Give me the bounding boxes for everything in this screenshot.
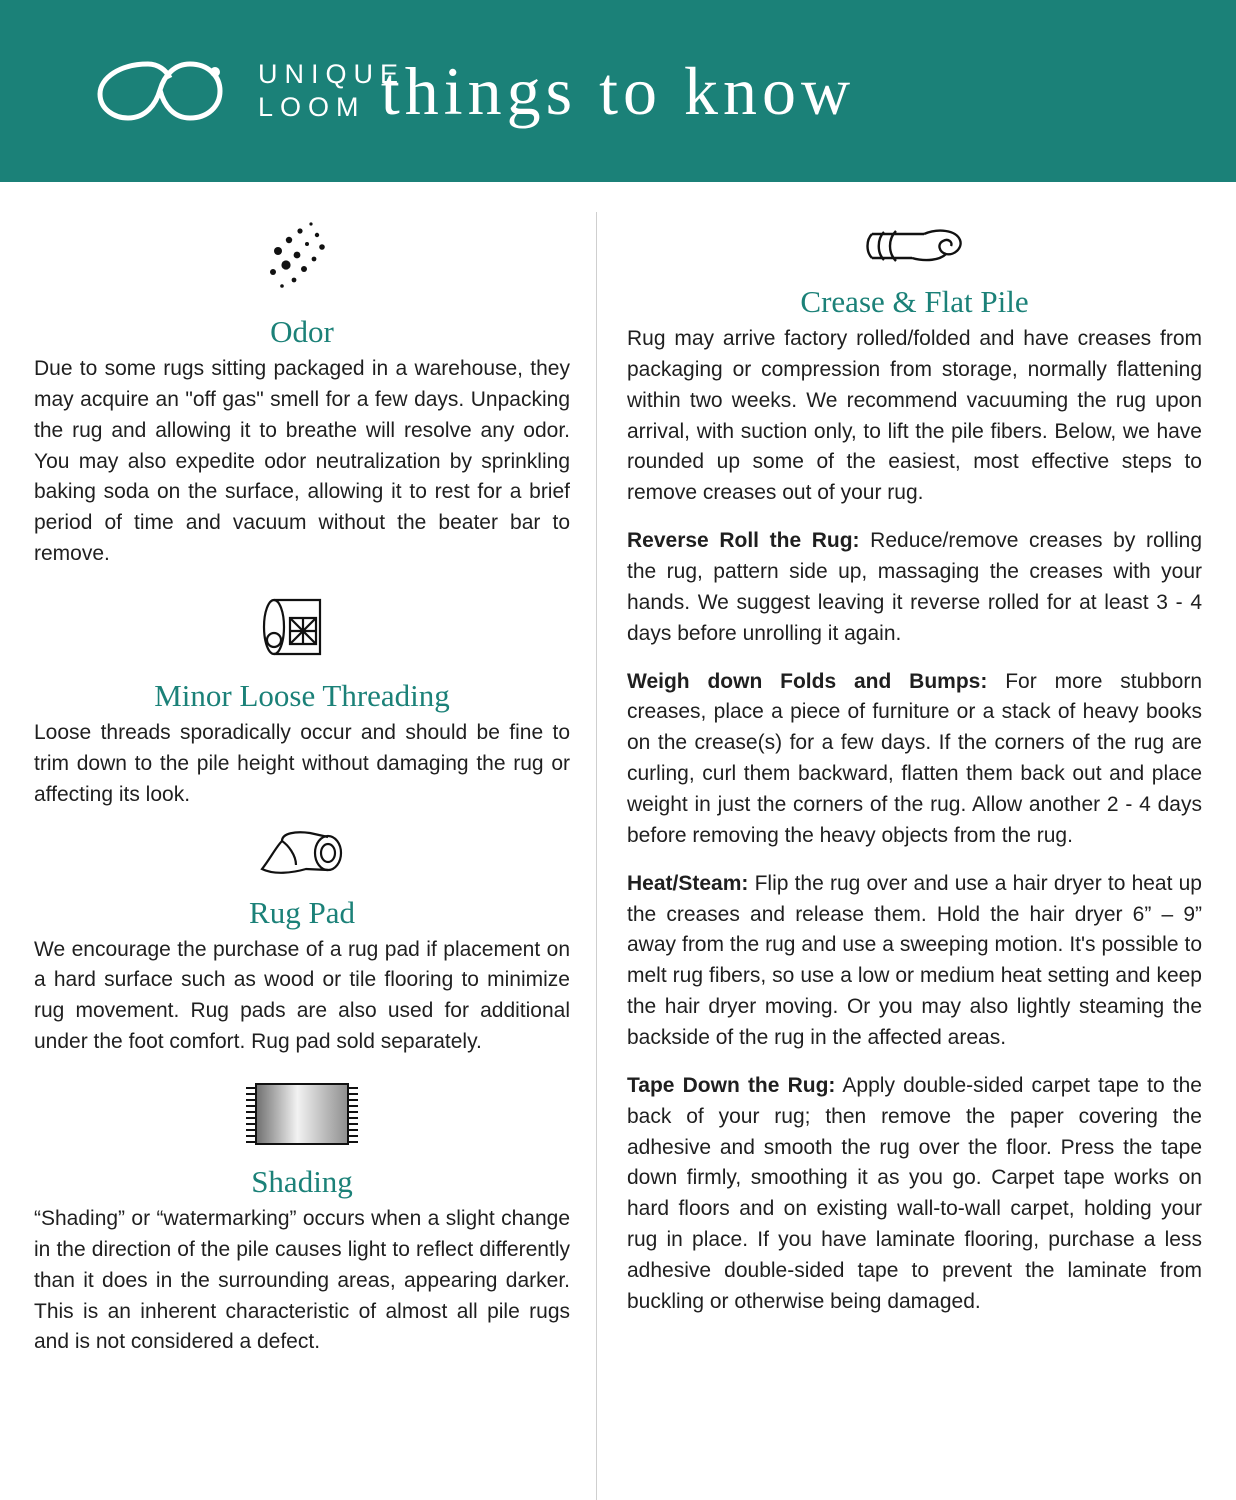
section-title-rug-pad: Rug Pad: [249, 894, 355, 930]
brand-logo: [90, 54, 405, 128]
tip-tape-down: [627, 1071, 1202, 1318]
left-column: [34, 208, 596, 1500]
section-shading: [34, 1072, 570, 1358]
section-rug-pad: [34, 825, 570, 1058]
tip-lead-reverse-roll: Reverse Roll the Rug:: [627, 529, 860, 553]
section-minor-loose-threading: [34, 584, 570, 811]
tip-body-reverse-roll: Reduce/remove creases by rolling the rug, pattern side up, massaging the creases with your hands. We suggest leaving it reverse rolled for at least 3 - 4 days before unrolling it again.: [627, 529, 1202, 645]
section-body-shading: “Shading” or “watermarking” occurs when a slight change in the direction of the pile causes light to reflect differently than it does in the surrounding areas, appearing darker. This is an inherent characteristic of almost all pile rugs and is not considered a defect.: [34, 1207, 570, 1354]
section-odor: [34, 214, 570, 570]
tip-lead-heat-steam: Heat/Steam:: [627, 871, 749, 895]
brand-wordmark: [258, 58, 405, 124]
shaded-rug-icon: [34, 1072, 570, 1156]
tip-body-heat-steam: Flip the rug over and use a hair dryer to heat up the creases and release them. Hold the hair dryer 6” – 9” away from the rug and use a sweeping motion. It's possible to melt rug fibers, so use a low or medium heat setting and keep the hair dryer moving. Or you may also lightly steaming the backside of the rug in the affected areas.: [627, 871, 1202, 1050]
section-title-odor: Odor: [270, 314, 334, 349]
crease-intro-text: Rug may arrive factory rolled/folded and have creases from packaging or compression from storage, normally flattening within two weeks. We recommend vacuuming the rug upon arrival, with suction only, to lift the pile fibers. Below, we have rounded up some of the easiest, most effective steps to remove creases out of your rug.: [627, 327, 1202, 505]
brand-line-2: LOOM: [258, 92, 366, 122]
tip-body-tape-down: Apply double-sided carpet tape to the back of your rug; then remove the paper covering the adhesive and smooth the rug over the floor. Press the tape down firmly, smoothing it as you go. Carpet tape works on hard floors and on existing wall-to-wall carpet, holding your rug in place. If you have laminate flooring, purchase a less adhesive double-sided tape to prevent the laminate from buckling or otherwise being damaged.: [627, 1073, 1202, 1313]
section-title-shading: Shading: [251, 1164, 353, 1200]
tip-heat-steam: [627, 869, 1202, 1054]
tip-body-weigh-down: For more stubborn creases, place a piece of furniture or a stack of heavy books on the crease(s) for a few days. If the corners of the rug are curling, curl them backward, flatten them back out and place weight in just the corners of the rug. Allow another 2 - 4 days before removing the heavy objects from the rug.: [627, 669, 1202, 847]
tip-lead-tape-down: Tape Down the Rug:: [627, 1073, 836, 1097]
unique-loom-infinity-icon: [90, 54, 240, 128]
page-header: [0, 0, 1236, 182]
section-title-minor-loose-threading: Minor Loose Threading: [154, 678, 450, 714]
right-column: [597, 208, 1202, 1500]
rug-pad-roll-icon: [34, 825, 570, 887]
tip-reverse-roll: [627, 526, 1202, 649]
section-body-minor-loose-threading: Loose threads sporadically occur and should be fine to trim down to the pile height without damaging the rug or affecting its look.: [34, 721, 570, 806]
odor-dots-icon: [34, 214, 570, 306]
tip-weigh-down: [627, 667, 1202, 852]
document-body: [0, 182, 1236, 1500]
rolled-rug-icon: [34, 584, 570, 670]
rolled-pile-icon: [627, 214, 1202, 276]
section-title-crease-flat-pile: Crease & Flat Pile: [800, 284, 1029, 319]
page-title: things to know: [380, 52, 856, 129]
section-body-odor: Due to some rugs sitting packaged in a warehouse, they may acquire an "off gas" smell for a few days. Unpacking the rug and allowing it to breathe will resolve any odor. You may also expedite odor neutralization by sprinkling baking soda on the surface, allowing it to rest for a brief period of time and vacuum without the beater bar to remove.: [34, 357, 570, 566]
brand-line-1: UNIQUE: [258, 59, 406, 90]
section-body-rug-pad: We encourage the purchase of a rug pad if placement on a hard surface such as wood or tile flooring to minimize rug movement. Rug pads are also used for additional under the foot comfort. Rug pad sold separately.: [34, 937, 570, 1054]
tip-lead-weigh-down: Weigh down Folds and Bumps:: [627, 669, 988, 693]
